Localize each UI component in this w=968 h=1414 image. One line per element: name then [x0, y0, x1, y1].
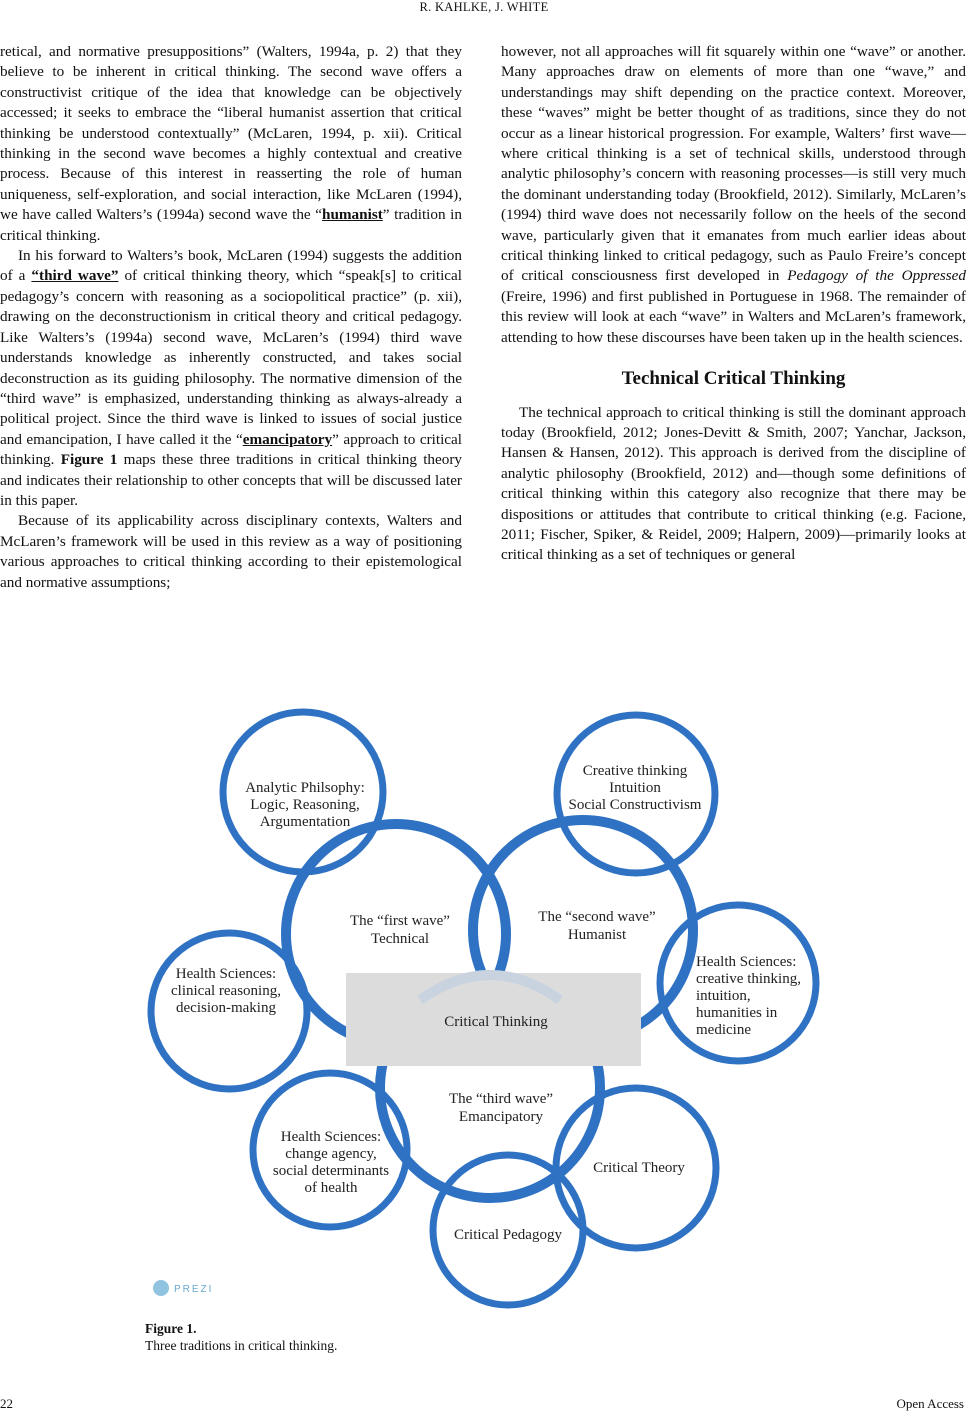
figure-reference[interactable]: Figure 1	[60, 451, 118, 469]
prezi-logo: PREZI	[174, 1284, 214, 1295]
caption-text: Three traditions in critical thinking.	[145, 1338, 338, 1353]
page-number: 22	[0, 1396, 13, 1411]
text: however, not all approaches will fit squarely within one “wave” or another. Many approaches draw on elements of more than one “wave,” and understandings may shift depending on the practice context. Moreover, these “waves” might be better thought of as traditions, since they do not occur as a linear historical progression. For example, Walters’ first wave—where critical thinking is a set of technical skills, understood through analytic philosophy’s concern with reasoning processes—is still very much the dominant understanding today (Brookfield, 2012). Similarly, McLaren’s (1994) third wave does not necessarily follow on the heels of the second wave, particularly given that it emanates from much earlier ideas about critical thinking linked to critical pedagogy, such as Paulo Freire’s concept of critical consciousness first developed in	[501, 43, 966, 285]
third-wave-label: The “third wave” Emancipatory	[448, 1091, 554, 1125]
health-left-label: Health Sciences: clinical reasoning, decision-making	[171, 966, 281, 1016]
caption-label: Figure 1.	[145, 1321, 197, 1336]
analytic-label: Analytic Philsophy: Logic, Reasoning, Argumentation	[245, 780, 365, 830]
paragraph: Because of its applicability across disciplinary contexts, Walters and McLaren’s framework will be used in this review as a way of positioning various approaches to critical thinking according to their epistemological and normative assumptions;	[0, 512, 462, 591]
text: (Freire, 1996) and first published in Portuguese in 1968. The remainder of this review will look at each “wave” in Walters and McLaren’s framework, attending to how these discourses have been taken up in the health sciences.	[501, 287, 966, 346]
paragraph: The technical approach to critical thinking is still the dominant approach today (Brookfield, 2012; Jones-Devitt & Smith, 2007; Yanchar, Jackson, Hansen & Hansen, 2012). This approach is derived from the discipline of analytic philosophy (Brookfield, 2012) and—though some definitions of critical thinking within this category also recognize that there may be dispositions or attitudes that contribute to critical thinking (e.g. Facione, 2011; Fischer, Spiker, & Reidel, 2009; Halpern, 2009)—primarily looks at critical thinking as a set of techniques or general	[501, 403, 966, 564]
term-third-wave: “third wave”	[31, 267, 119, 285]
second-wave-label: The “second wave” Humanist	[538, 909, 656, 943]
critical-theory-label: Critical Theory	[593, 1160, 685, 1176]
health-bottom-label: Health Sciences: change agency, social determinants of health	[272, 1129, 390, 1196]
section-heading: Technical Critical Thinking	[621, 368, 846, 390]
text: of critical thinking theory, which “speak[s] to critical pedagogy’s concern with reasoning as a sociopolitical practice” (p. xii), drawing on the deconstructionism in critical theory and critical pedagogy. Like Walters’s (1994a) second wave, McLaren’s (1994) third wave understands knowledge as inherently constructed, and takes social deconstruction as its guiding philosophy. The normative dimension of the “third wave” is emphasized, understanding thinking as always-already a political project. Since the third wave is linked to issues of social justice and emancipation, I have called it the “	[0, 267, 462, 448]
journal-label: Open Access	[896, 1396, 964, 1411]
text: In his forward to Walters’s book, McLaren (1994) suggests the addition of a	[0, 247, 462, 285]
first-wave-label: The “first wave” Technical	[350, 913, 450, 947]
term-humanist: humanist	[322, 206, 383, 224]
term-emancipatory: emancipatory	[242, 430, 333, 448]
health-right-label: Health Sciences: creative thinking, intuition, humanities in medicine	[696, 954, 801, 1038]
text: ” approach to critical thinking.	[0, 430, 462, 469]
text: ” tradition in critical thinking.	[0, 206, 462, 244]
book-title: Pedagogy of the Oppressed	[787, 267, 966, 285]
text: maps these three traditions in critical thinking theory and indicates their relationship to other concepts that will be discussed later in this paper.	[0, 451, 462, 509]
prezi-logo-icon	[153, 1280, 169, 1296]
center-label: Critical Thinking	[444, 1014, 548, 1030]
figure-caption	[145, 1320, 337, 1354]
running-head: R. KAHLKE, J. WHITE	[419, 0, 549, 14]
creative-label: Creative thinking Intuition Social Constructivism	[568, 763, 702, 813]
text: retical, and normative presuppositions” (Walters, 1994a, p. 2) that they believe to be inherent in critical thinking. The second wave offers a constructivist critique of the idea that knowledge can be objectively accessed; it seeks to embrace the “liberal humanist assertion that critical thinking be understood contextually” (McLaren, 1994, p. xii). Critical thinking in the second wave becomes a highly contextual and creative process. Because of this interest in reasserting the role of human uniqueness, self-exploration, and social interaction, like McLaren (1994), we have called Walters’s (1994a) second wave the “	[0, 43, 462, 224]
critical-pedagogy-label: Critical Pedagogy	[454, 1227, 562, 1243]
